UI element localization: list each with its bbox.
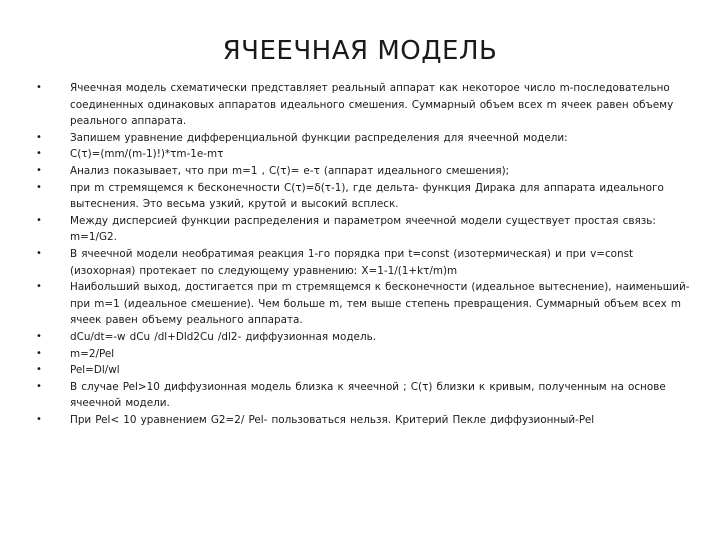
list-item bbox=[34, 130, 694, 147]
list-item bbox=[34, 80, 694, 130]
list-item bbox=[34, 279, 694, 329]
list-item-text: Между дисперсией функции распределения и параметром ячеечной модели существует простая связь: m=1/G2. bbox=[70, 214, 656, 244]
bullet-icon: • bbox=[36, 380, 42, 392]
bullet-icon: • bbox=[36, 413, 42, 425]
bullet-icon: • bbox=[36, 281, 42, 293]
bullet-icon: • bbox=[36, 181, 42, 193]
list-item-text: при m стремящемся к бесконечности C(τ)=δ(τ-1), где дельта- функция Дирака для аппарата идеального вытеснения. Это весьма узкий, крутой и высокий всплеск. bbox=[70, 181, 664, 211]
list-item bbox=[34, 163, 694, 180]
list-item bbox=[34, 346, 694, 363]
bullet-icon: • bbox=[36, 214, 42, 226]
list-item bbox=[34, 329, 694, 346]
list-item bbox=[34, 412, 694, 429]
bullet-icon: • bbox=[36, 148, 42, 160]
bullet-icon: • bbox=[36, 364, 42, 376]
list-item-text: Ячеечная модель схематически представляет реальный аппарат как некоторое число m-последовательно соединенных одинаковых аппаратов идеального смешения. Суммарный объем всех m ячеек равен объему реального аппарата. bbox=[70, 82, 674, 128]
list-item-text: В случае Pel>10 диффузионная модель близка к ячеечной ; C(τ) близки к кривым, полученным на основе ячеечной модели. bbox=[70, 380, 666, 410]
bullet-icon: • bbox=[36, 330, 42, 342]
bullet-list bbox=[34, 80, 694, 428]
bullet-icon: • bbox=[36, 82, 42, 93]
list-item bbox=[34, 246, 694, 279]
list-item-text: В ячеечной модели необратимая реакция 1-го порядка при t=const (изотермическая) и при v=const (изохорная) протекает по следующему уравнению: X=1-1/(1+kτ/m)m bbox=[70, 247, 634, 277]
bullet-icon: • bbox=[36, 247, 42, 259]
list-item-text: Pel=Dl/wl bbox=[70, 364, 120, 377]
list-item bbox=[34, 213, 694, 246]
list-item-text: Анализ показывает, что при m=1 , C(τ)= e-τ (аппарат идеального смешения); bbox=[70, 164, 510, 177]
slide-title: ЯЧЕЕЧНАЯ МОДЕЛЬ bbox=[222, 36, 498, 66]
list-item-text: C(τ)=(mm/(m-1)!)*τm-1e-mτ bbox=[70, 148, 224, 161]
list-item bbox=[34, 362, 694, 379]
list-item-text: При Pel< 10 уравнением G2=2/ Pel- пользоваться нельзя. Критерий Пекле диффузионный-Pel bbox=[70, 413, 595, 426]
list-item bbox=[34, 180, 694, 213]
bullet-icon: • bbox=[36, 131, 42, 143]
list-item bbox=[34, 146, 694, 163]
list-item-text: Наибольший выход, достигается при m стремящемся к бесконечности (идеальное вытеснение), наименьший- при m=1 (идеальное смешение). Чем больше m, тем выше степень превращения. Суммарный объем всех m ячеек равен объему реального аппарата. bbox=[70, 281, 690, 327]
list-item-text: m=2/Pel bbox=[70, 347, 115, 360]
bullet-icon: • bbox=[36, 347, 42, 359]
bullet-icon: • bbox=[36, 164, 42, 176]
list-item bbox=[34, 379, 694, 412]
list-item-text: dCu/dt=-w dCu /dl+Dld2Cu /dl2- диффузионная модель. bbox=[70, 330, 377, 343]
list-item-text: Запишем уравнение дифференциальной функции распределения для ячеечной модели: bbox=[70, 131, 568, 144]
